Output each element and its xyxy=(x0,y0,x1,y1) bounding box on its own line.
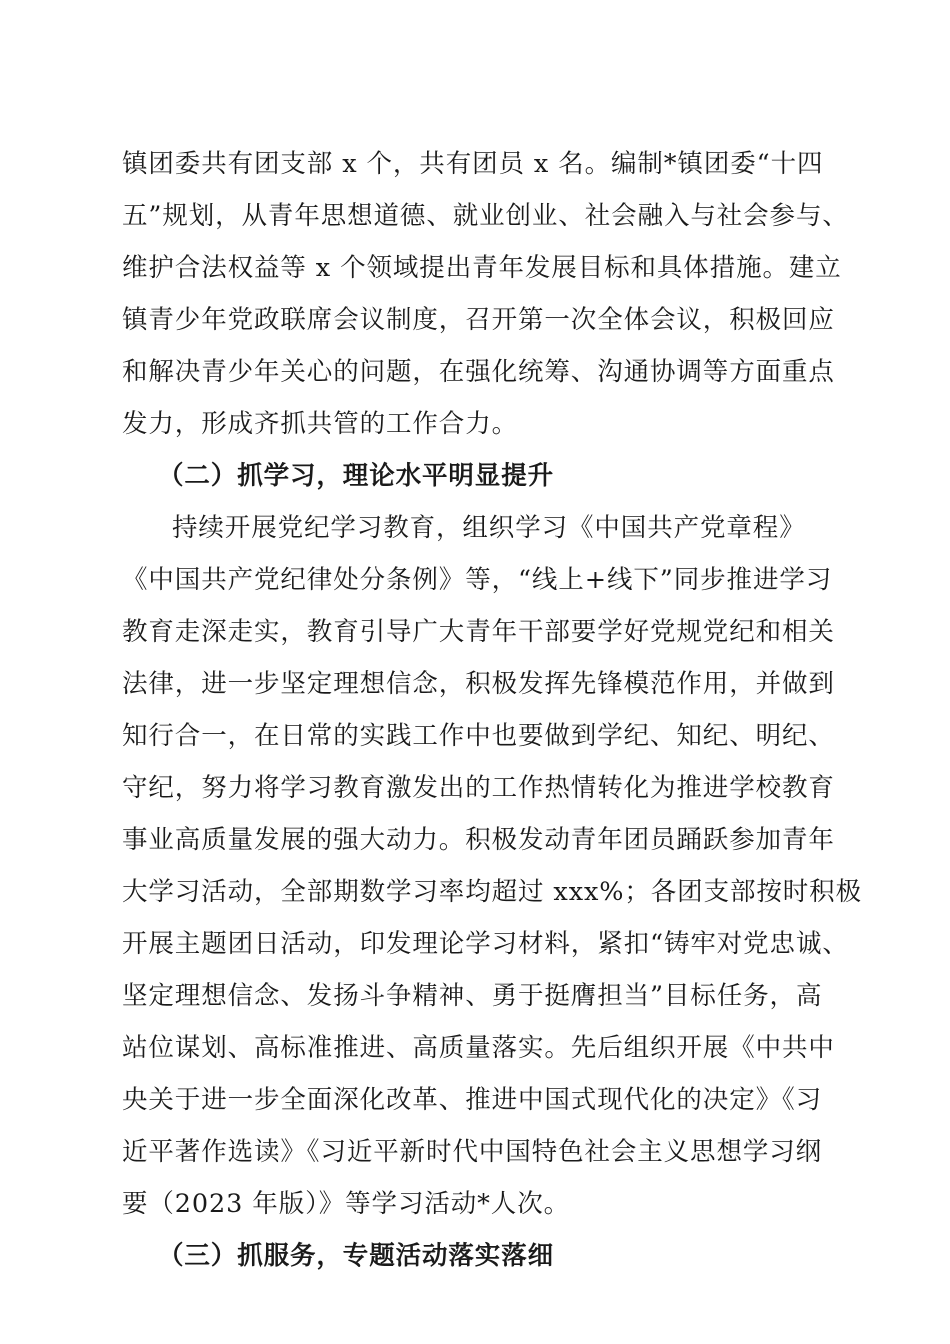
paragraph-line: 知行合一，在日常的实践工作中也要做到学纪、知纪、明纪、 xyxy=(122,721,835,751)
paragraph-line: 镇青少年党政联席会议制度，召开第一次全体会议，积极回应 xyxy=(122,305,835,335)
paragraph-line: 站位谋划、高标准推进、高质量落实。先后组织开展《中共中 xyxy=(122,1033,835,1063)
paragraph-line: 持续开展党纪学习教育，组织学习《中国共产党章程》 xyxy=(172,513,806,543)
paragraph-line: 坚定理想信念、发扬斗争精神、勇于挺膺担当”目标任务，高 xyxy=(122,981,823,1011)
section-heading: （二）抓学习，理论水平明显提升 xyxy=(158,461,555,491)
paragraph-line: 守纪，努力将学习教育激发出的工作热情转化为推进学校教育 xyxy=(122,773,835,803)
paragraph-line: 开展主题团日活动，印发理论学习材料，紧扣“铸牢对党忠诚、 xyxy=(122,929,849,959)
paragraph-line: 发力，形成齐抓共管的工作合力。 xyxy=(122,409,519,439)
paragraph-line: 事业高质量发展的强大动力。积极发动青年团员踊跃参加青年 xyxy=(122,825,835,855)
paragraph-line: 教育走深走实，教育引导广大青年干部要学好党规党纪和相关 xyxy=(122,617,835,647)
paragraph-line: 法律，进一步坚定理想信念，积极发挥先锋模范作用，并做到 xyxy=(122,669,835,699)
paragraph-line: 大学习活动，全部期数学习率均超过 xxx%；各团支部按时积极 xyxy=(122,877,862,907)
paragraph-line: 近平著作选读》《习近平新时代中国特色社会主义思想学习纲 xyxy=(122,1137,823,1167)
paragraph-line: 五”规划，从青年思想道德、就业创业、社会融入与社会参与、 xyxy=(122,201,849,231)
paragraph-line: 镇团委共有团支部 x 个，共有团员 x 名。编制*镇团委“十四 xyxy=(122,149,824,179)
paragraph-line: 要（2023 年版）》等学习活动*人次。 xyxy=(122,1189,571,1219)
paragraph-line: 《中国共产党纪律处分条例》等，“线上+线下”同步推进学习 xyxy=(122,565,833,595)
paragraph-line: 央关于进一步全面深化改革、推进中国式现代化的决定》《习 xyxy=(122,1085,823,1115)
paragraph-line: 和解决青少年关心的问题，在强化统筹、沟通协调等方面重点 xyxy=(122,357,835,387)
section-heading: （三）抓服务，专题活动落实落细 xyxy=(158,1241,555,1271)
paragraph-line: 维护合法权益等 x 个领域提出青年发展目标和具体措施。建立 xyxy=(122,253,842,283)
